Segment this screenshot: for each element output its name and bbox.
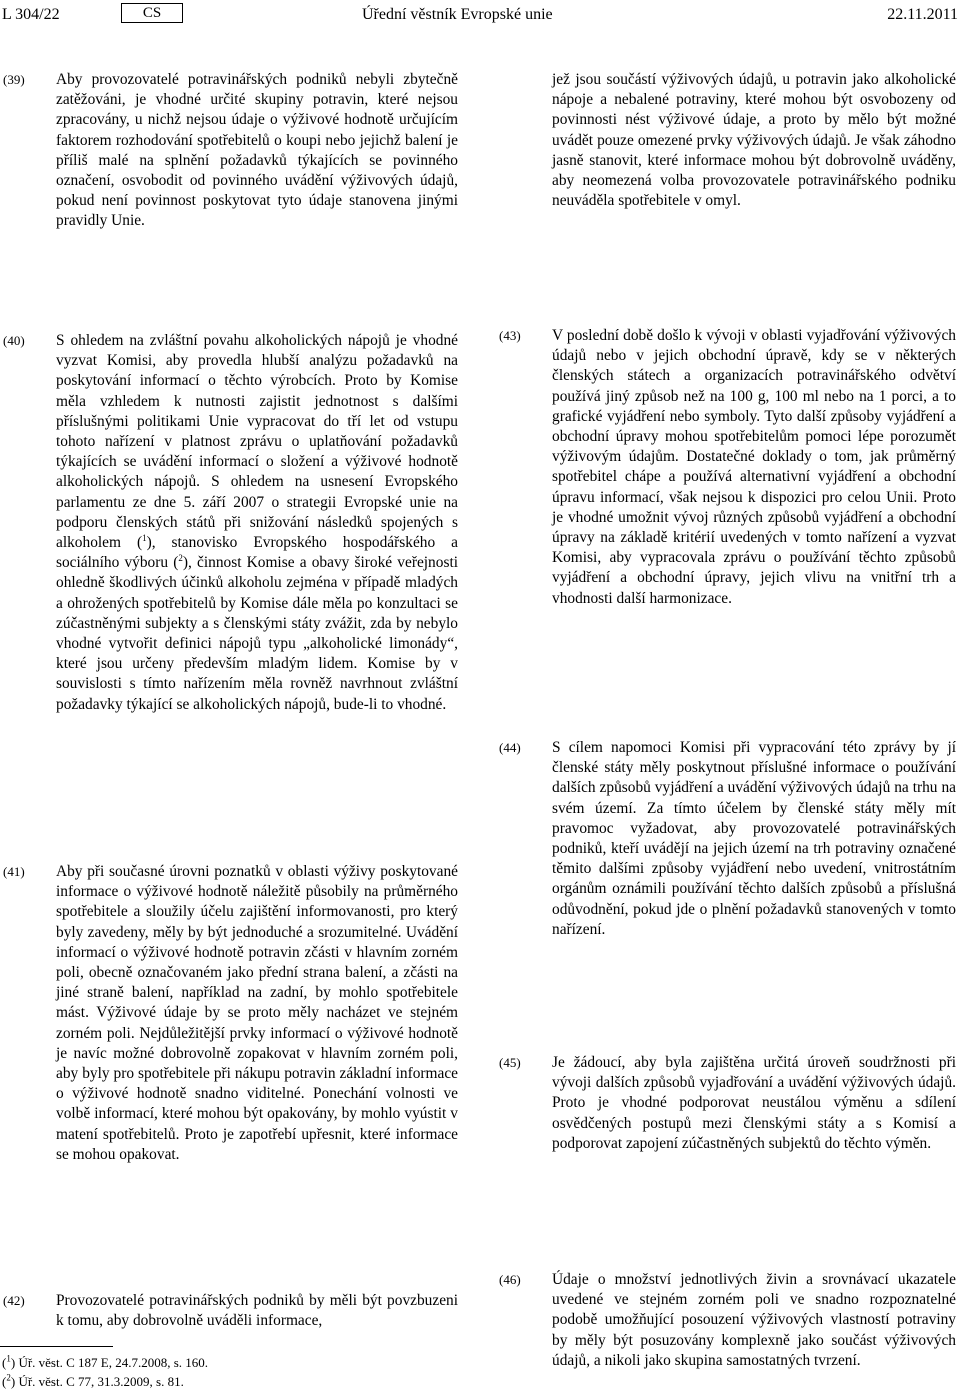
recital-text: Je žádoucí, aby byla zajištěna určitá úroveň soudržnosti při vývoji dalších způsobů vyjadřování a uvádění výživových údajů. Proto je vhodné podporovat neustálou výměnu a sdílení osvědčených postupů mezi členskými státy a s Komisí a podporovat zapojení zúčastněných subjektů do těchto výměn. — [552, 1054, 956, 1152]
recital-continuation: jež jsou součástí výživových údajů, u potravin jako alkoholické nápoje a nebalené potraviny, které mohou být osvobozeny od povinnosti nést výživové údaje, a proto by mělo být možné uvádět pouze omezené prvky výživových údajů. Je však záhodno jasně stanovit, které informace mohou být dobrovolně uváděny, aby neomezená volba provozovatele potravinářského podniku neuváděla spotřebitele v omyl. — [552, 71, 956, 210]
footnote-ref: 1 — [142, 532, 147, 543]
publication-date: 22.11.2011 — [887, 6, 958, 23]
journal-title: Úřední věstník Evropské unie — [362, 6, 553, 23]
recital-number: (40) — [3, 333, 25, 348]
recital-number: (42) — [3, 1293, 25, 1308]
recital-number: (39) — [3, 72, 25, 87]
recital-number: (46) — [499, 1272, 521, 1287]
recital-text: Provozovatelé potravinářských podniků by měli být povzbuzeni k tomu, aby dobrovolně uváděli informace, — [56, 1292, 458, 1330]
page-header — [0, 3, 960, 25]
recital-text: Údaje o množství jednotlivých živin a srovnávací ukazatele uvedené ve stejném zorném poli ve snadno rozpoznatelné podobě umožňující posouzení výživových vlastností potraviny by měly být posuzovány komplexně jako součást výživových údajů, a nikoli jako skupina samostatných tvrzení. — [552, 1271, 956, 1369]
recital-text: V poslední době došlo k vývoji v oblasti vyjadřování výživových údajů nebo v jejich obchodní úpravě, kdy se v některých členských státech a organizacích potravinářského odvětví používá jiný způsob než na 100 g, 100 ml nebo na 1 porci, a to grafické vyjádření nebo symboly. Tyto další způsoby vyjádření a obchodní úpravy mohou spotřebitelům pomoci lépe porozumět výživovým údajům. Dostatečné doklady o tom, jak průměrný spotřebitel chápe a používá alternativní vyjádření a obchodní úpravu informací, však nejsou k dispozici pro celou Unii. Proto je vhodné umožnit vývoj různých způsobů vyjádření a obchodní úpravy na základě kritérií uvedených v tomto nařízení a vyzvat Komisi, aby vypracovala zprávu o používání těchto způsobů vyjádření a obchodní úpravy, jejich vlivu na vnitřní trh a vhodnosti další harmonizace. — [552, 327, 956, 607]
footnote-ref: 2 — [178, 553, 183, 564]
recital-text: S ohledem na zvláštní povahu alkoholických nápojů je vhodné vyzvat Komisi, aby provedla hlubší analýzu požadavků na poskytování informací o těchto výrobcích. Proto by Komise měla vzhledem k nutnosti zajistit jednotnost s dalšími příslušnými politikami Unie vypracovat do tří let od vstupu tohoto nařízení v platnost zprávu o uplatňování požadavků týkajících se uvádění informací o složení a výživové hodnotě alkoholických nápojů. S ohledem na usnesení Evropského parlamentu ze dne 5. září 2007 o strategii Evropské unie na podporu členských států při snižování následků spojených s alkoholem ($^1$), stanovisko Evropského hospodářského a sociálního výboru ($^2$), činnost Komise a obavy široké veřejnosti ohledně škodlivých účinků alkoholu zejména v případě mladých a ohrožených spotřebitelů by Komise dále měla po konzultaci se zúčastněnými subjekty a s členskými státy zvážit, zda by nebylo vhodné vytvořit definici nápojů typu „alkoholické limonády“, které jsou určeny především mladým lidem. Komise by v souvislosti s tímto nařízením měla rovněž navrhnout zvláštní požadavky týkající se alkoholických nápojů, bude-li to vhodné. — [56, 332, 458, 713]
recital-number: (43) — [499, 328, 521, 343]
recital-number: (41) — [3, 864, 25, 879]
recital-number: (44) — [499, 740, 521, 755]
footnote-1: ($^1$) Úř. věst. C 187 E, 24.7.2008, s. 160. — [2, 1353, 209, 1370]
language-code-box: CS — [121, 3, 183, 23]
recital-number: (45) — [499, 1055, 521, 1070]
page-reference: L 304/22 — [2, 6, 60, 23]
footnote-divider — [0, 1346, 113, 1347]
recital-text: Aby provozovatelé potravinářských podniků nebyli zbytečně zatěžováni, je vhodné určité skupiny potravin, které nejsou zpracovány, u nichž nejsou údaje o výživové hodnotě určujícím faktorem rozhodování spotřebitelů o koupi nebo jejichž balení je příliš malé na splnění požadavků týkajících se povinného označení, osvobodit od povinného uvádění výživových údajů, pokud není povinnost poskytovat tyto údaje stanovena jinými pravidly Unie. — [56, 71, 458, 230]
recital-text: Aby při současné úrovni poznatků v oblasti výživy poskytované informace o výživové hodnotě náležitě působily na průměrného spotřebitele a sloužily účelu zajištění informovanosti, pro který byly zavedeny, měly by být jednoduché a srozumitelné. Uvádění informací o výživové hodnotě potravin zčásti v hlavním zorném poli, obecně označovaném jako přední strana balení, a zčásti na jiné straně balení, například na zadní, by mohlo spotřebitele mást. Výživové údaje by se proto měly nacházet ve stejném zorném poli. Nejdůležitější prvky informací o výživové hodnotě je navíc možné dobrovolně zopakovat v hlavním zorném poli, aby byly pro spotřebitele při nákupu potravin základní informace o výživové hodnotě snadno viditelné. Ponechání volnosti ve volbě informací, které mohou být opakovány, by mohlo vyústit v matení spotřebitelů. Proto je zapotřebí upřesnit, které informace se mohou opakovat. — [56, 863, 458, 1163]
recital-text: S cílem napomoci Komisi při vypracování této zprávy by jí členské státy měly poskytnout příslušné informace o používání dalších způsobů vyjádření a uvádění výživových údajů na trhu na svém území. Za tímto účelem by členské státy měly mít pravomoc vyžadovat, aby provozovatelé potravinářských podniků, kteří uvádějí na jejich území na trh potraviny označené těmito dalšími způsoby vyjádření nebo uvedení, vnitrostátním orgánům oznámili používání těchto dalších způsobů a příslušná odůvodnění, pokud jde o plnění požadavků stanovených v tomto nařízení. — [552, 739, 956, 938]
footnote-2: ($^2$) Úř. věst. C 77, 31.3.2009, s. 81. — [2, 1372, 184, 1389]
